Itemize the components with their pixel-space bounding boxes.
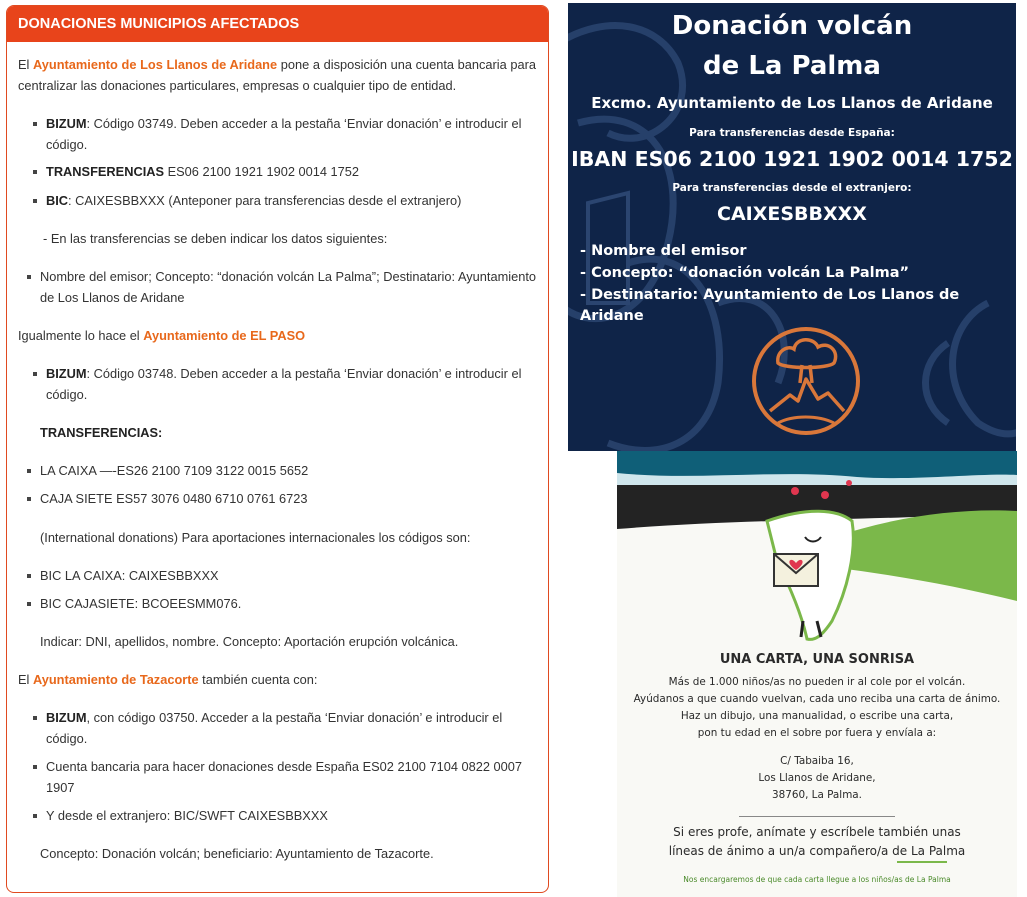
poster-abroad-label: Para transferencias desde el extranjero: [672,182,912,194]
card-teacher-line-1: Si eres profe, anímate y escríbele también unas [673,825,961,839]
bizum-label: BIZUM [46,116,87,131]
list-item-data-required: Nombre del emisor; Concepto: “donación volcán La Palma”; Destinatario: Ayuntamiento de Los Llanos de Aridane [40,266,536,308]
letter-campaign-card [617,451,1017,897]
card-body-line-4: pon tu edad en el sobre por fuera y envíala a: [697,727,937,739]
card-teacher-line-2: líneas de ánimo a un/a compañero/a de La Palma [668,844,966,858]
bizum-text: : Código 03749. Deben acceder a la pestaña ‘Enviar donación’ e introducir el código. [46,116,522,152]
card-address-line-2: Los Llanos de Aridane, [758,772,876,784]
intro-text-b: pone a disposición una cuenta bancaria para centralizar las donaciones particulares, empresas o cualquier tipo de entidad. [18,57,536,93]
card-body-line-1: Más de 1.000 niños/as no pueden ir al cole por el volcán. [668,676,966,688]
transfer-label: TRANSFERENCIAS [46,164,165,179]
data-note: - En las transferencias se deben indicar los datos siguientes: [43,231,388,246]
card-underline [897,861,947,863]
paso-bizum-text: : Código 03748. Deben acceder a la pestaña ‘Enviar donación’ e introducir el código. [46,366,522,402]
list-item-la-caixa: LA CAIXA —-ES26 2100 7109 3122 0015 5652 [40,460,308,481]
donation-poster [568,3,1016,451]
bic-text: : CAIXESBBXXX (Anteponer para transferencias desde el extranjero) [68,193,462,208]
poster-subtitle: Excmo. Ayuntamiento de Los Llanos de Aridane [591,94,993,112]
list-item-abroad-tazacorte: Y desde el extranjero: BIC/SWFT CAIXESBBXXX [46,805,328,826]
poster-line-aridane: Aridane [580,308,644,324]
taza-text-b: también cuenta con: [198,672,318,687]
list-item-bizum-paso [46,363,536,405]
transfer-text: ES06 2100 1921 1902 0014 1752 [164,164,360,179]
taza-bizum-text: , con código 03750. Acceder a la pestaña ‘Enviar donación’ e introducir el código. [46,710,503,746]
poster-title-line-1: Donación volcán [671,11,913,41]
poster-title-line-2: de La Palma [703,51,881,81]
tazacorte-concept: Concepto: Donación volcán; beneficiario: Ayuntamiento de Tazacorte. [40,846,434,861]
taza-bizum-label: BIZUM [46,710,87,725]
list-item-caja-siete: CAJA SIETE ES57 3076 0480 6710 0761 6723 [40,488,308,509]
list-item-bic-cajasiete: BIC CAJASIETE: BCOEESMM076. [40,593,241,614]
list-item-bizum-llanos [46,113,536,155]
indicate-note: Indicar: DNI, apellidos, nombre. Concepto: Aportación erupción volcánica. [40,634,459,649]
card-title: UNA CARTA, UNA SONRISA [719,652,915,667]
volcano-logo-icon [748,323,864,439]
card-footer: Nos encargaremos de que cada carta llegue a los niños/as de La Palma [683,875,951,884]
paso-paragraph [18,325,305,346]
card-divider [739,816,895,817]
intro-text-a: El [18,57,34,72]
link-el-paso[interactable]: Ayuntamiento de EL PASO [143,328,306,343]
poster-line-concepto: - Concepto: “donación volcán La Palma” [580,265,910,281]
tazacorte-paragraph [18,669,317,690]
link-tazacorte[interactable]: Ayuntamiento de Tazacorte [32,672,199,687]
donations-panel [6,5,549,893]
card-address-line-3: 38760, La Palma. [772,789,862,801]
taza-text-a: El [18,672,33,687]
list-item-bic-llanos [46,190,536,211]
paso-text: Igualmente lo hace el [18,328,144,343]
bic-label: BIC [46,193,69,208]
list-item-transfer-llanos [46,161,536,182]
card-address-line-1: C/ Tabaiba 16, [780,755,854,767]
panel-header: DONACIONES MUNICIPIOS AFECTADOS [7,6,548,42]
sea-and-land-illustration [617,451,1017,651]
intro-paragraph [18,54,536,96]
link-llanos-aridane[interactable]: Ayuntamiento de Los Llanos de Aridane [33,57,278,72]
list-item-bizum-tazacorte [46,707,536,749]
poster-iban: IBAN ES06 2100 1921 1902 0014 1752 [571,147,1013,171]
poster-line-destinatario: - Destinatario: Ayuntamiento de Los Llanos de [580,287,960,303]
paso-bizum-label: BIZUM [46,366,87,381]
intl-note: (International donations) Para aportaciones internacionales los códigos son: [40,530,471,545]
list-item-bic-la-caixa: BIC LA CAIXA: CAIXESBBXXX [40,565,219,586]
card-body-line-2: Ayúdanos a que cuando vuelvan, cada uno reciba una carta de ánimo. [633,693,1001,705]
list-item-account-tazacorte: Cuenta bancaria para hacer donaciones desde España ES02 2100 7104 0822 0007 1907 [46,756,536,798]
poster-line-emisor: - Nombre del emisor [580,243,747,259]
card-body-line-3: Haz un dibujo, una manualidad, o escribe una carta, [680,710,954,722]
poster-bic: CAIXESBBXXX [717,203,867,225]
poster-spain-label: Para transferencias desde España: [689,127,895,139]
paso-transfer-heading: TRANSFERENCIAS: [40,425,163,440]
